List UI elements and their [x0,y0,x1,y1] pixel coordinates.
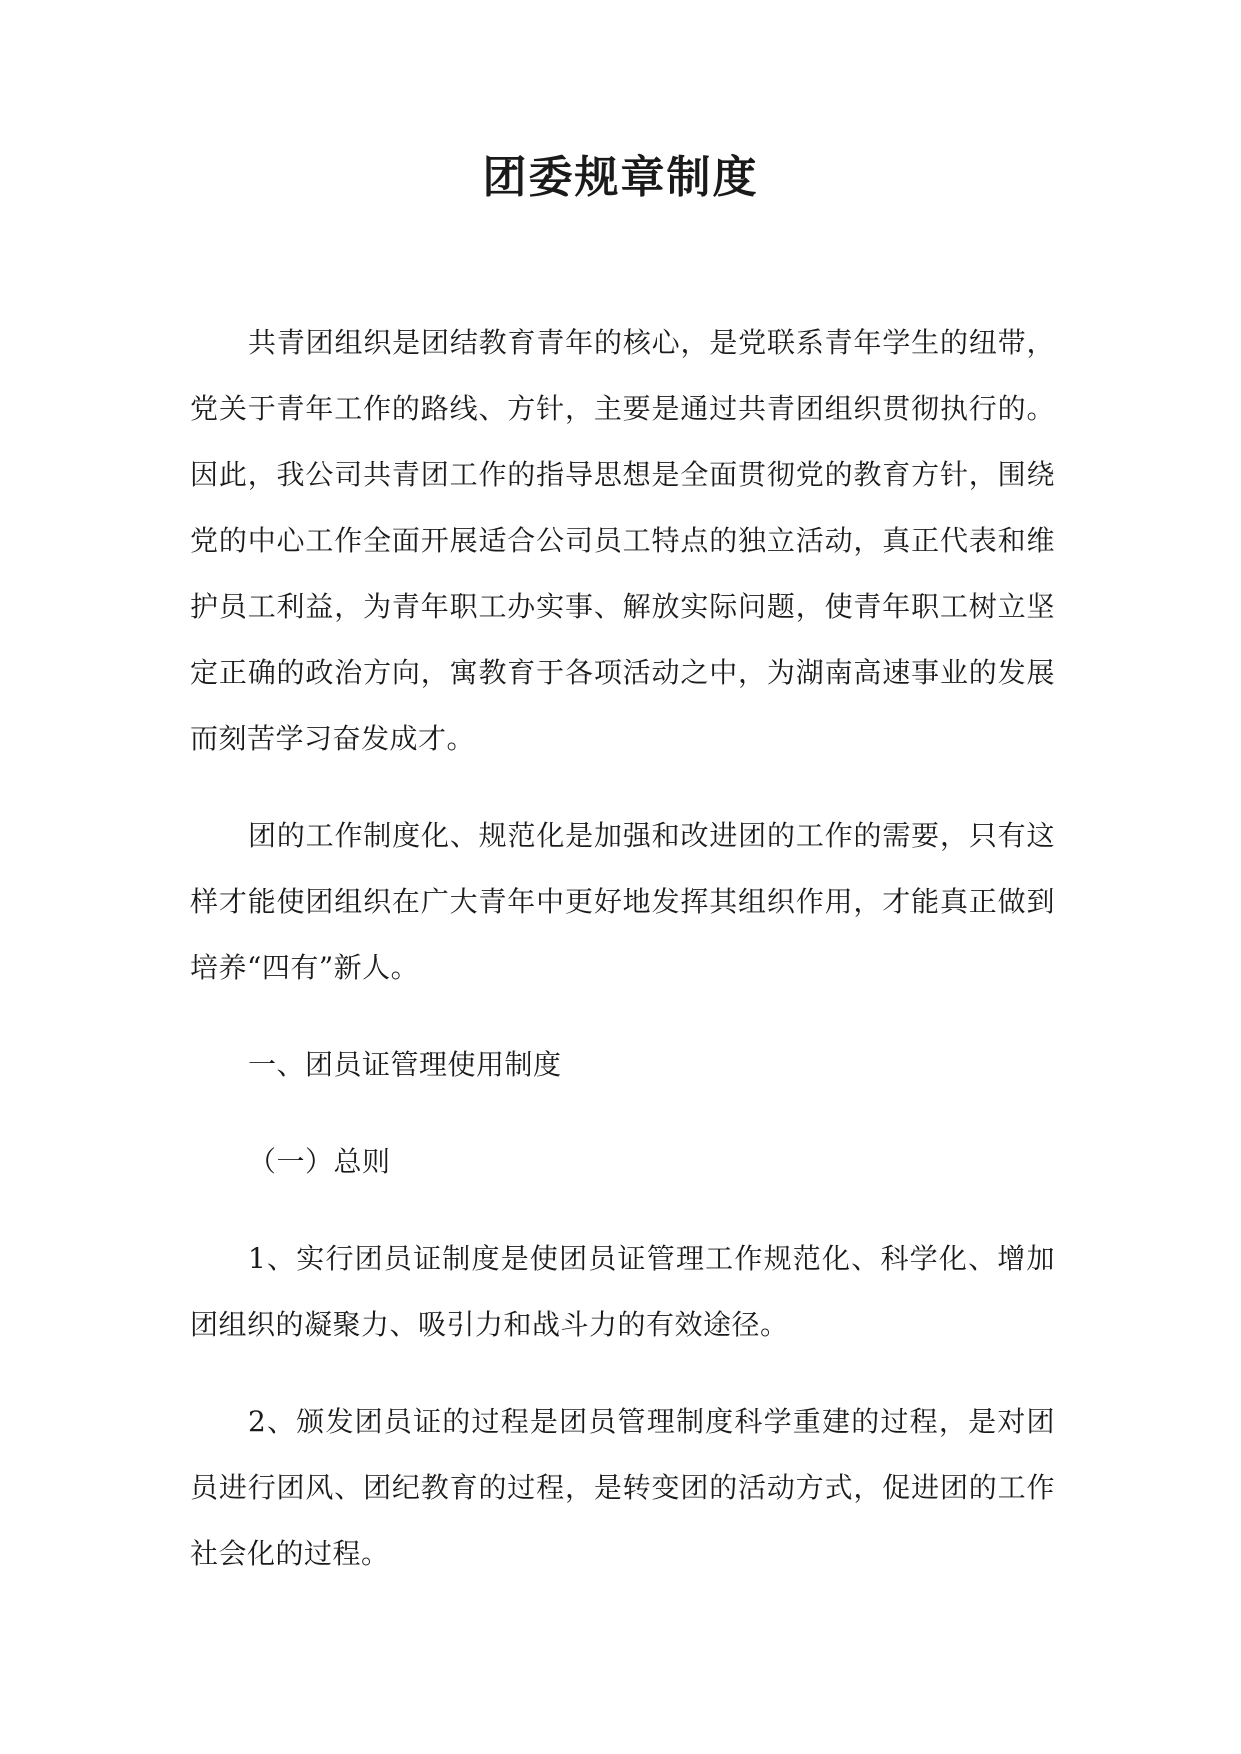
section-heading: 一、团员证管理使用制度 [248,1048,562,1081]
purpose-paragraph: 团的工作制度化、规范化是加强和改进团的工作的需要，只有这样才能使团组织在广大青年中更好地发挥其组织作用，才能真正做到培养“四有”新人。 [190,819,1055,984]
document-body [190,310,1055,1618]
document-title: 团委规章制度 [482,152,759,203]
rule-paragraph-2: 2、颁发团员证的过程是团员管理制度科学重建的过程，是对团员进行团风、团纪教育的过程，是转变团的活动方式，促进团的工作社会化的过程。 [190,1405,1055,1570]
rule-paragraph-1: 1、实行团员证制度是使团员证管理工作规范化、科学化、增加团组织的凝聚力、吸引力和战斗力的有效途径。 [190,1242,1055,1341]
subsection-heading: （一）总则 [248,1145,391,1178]
intro-paragraph: 共青团组织是团结教育青年的核心，是党联系青年学生的纽带，党关于青年工作的路线、方针，主要是通过共青团组织贯彻执行的。因此，我公司共青团工作的指导思想是全面贯彻党的教育方针，围绕党的中心工作全面开展适合公司员工特点的独立活动，真正代表和维护员工利益，为青年职工办实事、解放实际问题，使青年职工树立坚定正确的政治方向，寓教育于各项活动之中，为湖南高速事业的发展而刻苦学习奋发成才。 [190,326,1055,755]
